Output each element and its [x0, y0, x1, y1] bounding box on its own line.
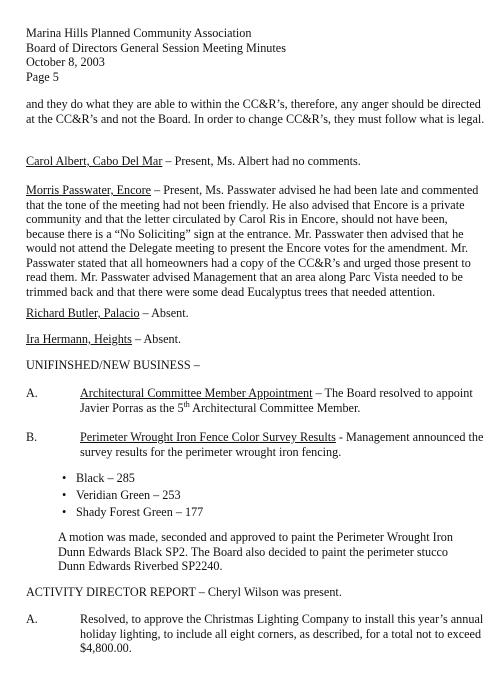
- survey-results-list: [62, 470, 203, 521]
- item-a2-body: Resolved, to approve the Christmas Lighting Company to install this year’s annual holiday lighting, to include all eight corners, as described, for a total not to exceed $4,800.00.: [80, 612, 484, 655]
- item-a-number: A.: [26, 386, 38, 400]
- unfinished-business-heading: UNIFINSHED/NEW BUSINESS –: [26, 358, 200, 372]
- albert-name: Carol Albert, Cabo Del Mar: [26, 154, 163, 168]
- list-item: • Shady Forest Green – 177: [62, 504, 203, 521]
- passwater-name: Morris Passwater, Encore: [26, 183, 152, 197]
- list-item: • Veridian Green – 253: [62, 487, 203, 504]
- document-title: Board of Directors General Session Meeting Minutes: [26, 40, 286, 55]
- butler-paragraph: [26, 306, 488, 321]
- item-a2-number: A.: [26, 612, 38, 626]
- passwater-paragraph: [26, 183, 488, 299]
- hermann-name: Ira Hermann, Heights: [26, 332, 132, 346]
- hermann-paragraph: [26, 332, 488, 347]
- butler-name: Richard Butler, Palacio: [26, 306, 140, 320]
- hermann-text: – Absent.: [131, 332, 182, 346]
- item-b-number: B.: [26, 430, 38, 444]
- item-a-sup: th: [183, 399, 190, 409]
- item-a-title: Architectural Committee Member Appointment: [80, 386, 313, 400]
- item-b-title: Perimeter Wrought Iron Fence Color Survey Results: [80, 430, 336, 444]
- item-b-body: [80, 430, 490, 459]
- item-b-text: - Management announced the survey results for the perimeter wrought iron fencing.: [80, 430, 484, 459]
- item-a-text-after: Architectural Committee Member.: [189, 400, 361, 415]
- list-item: • Black – 285: [62, 470, 203, 487]
- item-a-text-before: – The Board resolved to appoint Javier Porras as the 5: [80, 386, 473, 415]
- albert-text: – Present, Ms. Albert had no comments.: [162, 154, 361, 168]
- albert-paragraph: [26, 154, 488, 169]
- intro-paragraph: and they do what they are able to within the CC&R’s, therefore, any anger should be directed at the CC&R’s and not the Board. In order to change CC&R’s, they must follow what is legal.: [26, 97, 485, 126]
- motion-paragraph: A motion was made, seconded and approved to paint the Perimeter Wrought Iron Dunn Edwards Black SP2. The Board also decided to paint the perimeter stucco Dunn Edwards Riverbed SP2240.: [58, 530, 453, 573]
- passwater-text: – Present, Ms. Passwater advised he had been late and commented that the tone of the meeting had not been friendly. He also advised that Encore is a private community and that the letter circulated by Carol Ris in Encore, should not have been, because there is a “No Soliciting” sign at the entrance. Mr. Passwater then advised that he would not attend the Delegate meeting to present the Encore votes for the amendment. Mr. Passwater stated that all homeowners had a copy of the CC&R’s and urged those present to read them. Mr. Passwater advised Management that an area along Parc Vista needed to be trimmed back and that there were some dead Eucalyptus trees that needed attention.: [26, 183, 479, 299]
- meeting-date: October 8, 2003: [26, 55, 105, 69]
- association-name: Marina Hills Planned Community Association: [26, 26, 252, 40]
- item-a-body: [80, 386, 490, 415]
- butler-text: – Absent.: [139, 306, 189, 320]
- page-number: Page 5: [26, 69, 59, 84]
- document-header: [26, 26, 286, 84]
- activity-director-heading: ACTIVITY DIRECTOR REPORT – Cheryl Wilson was present.: [26, 585, 342, 599]
